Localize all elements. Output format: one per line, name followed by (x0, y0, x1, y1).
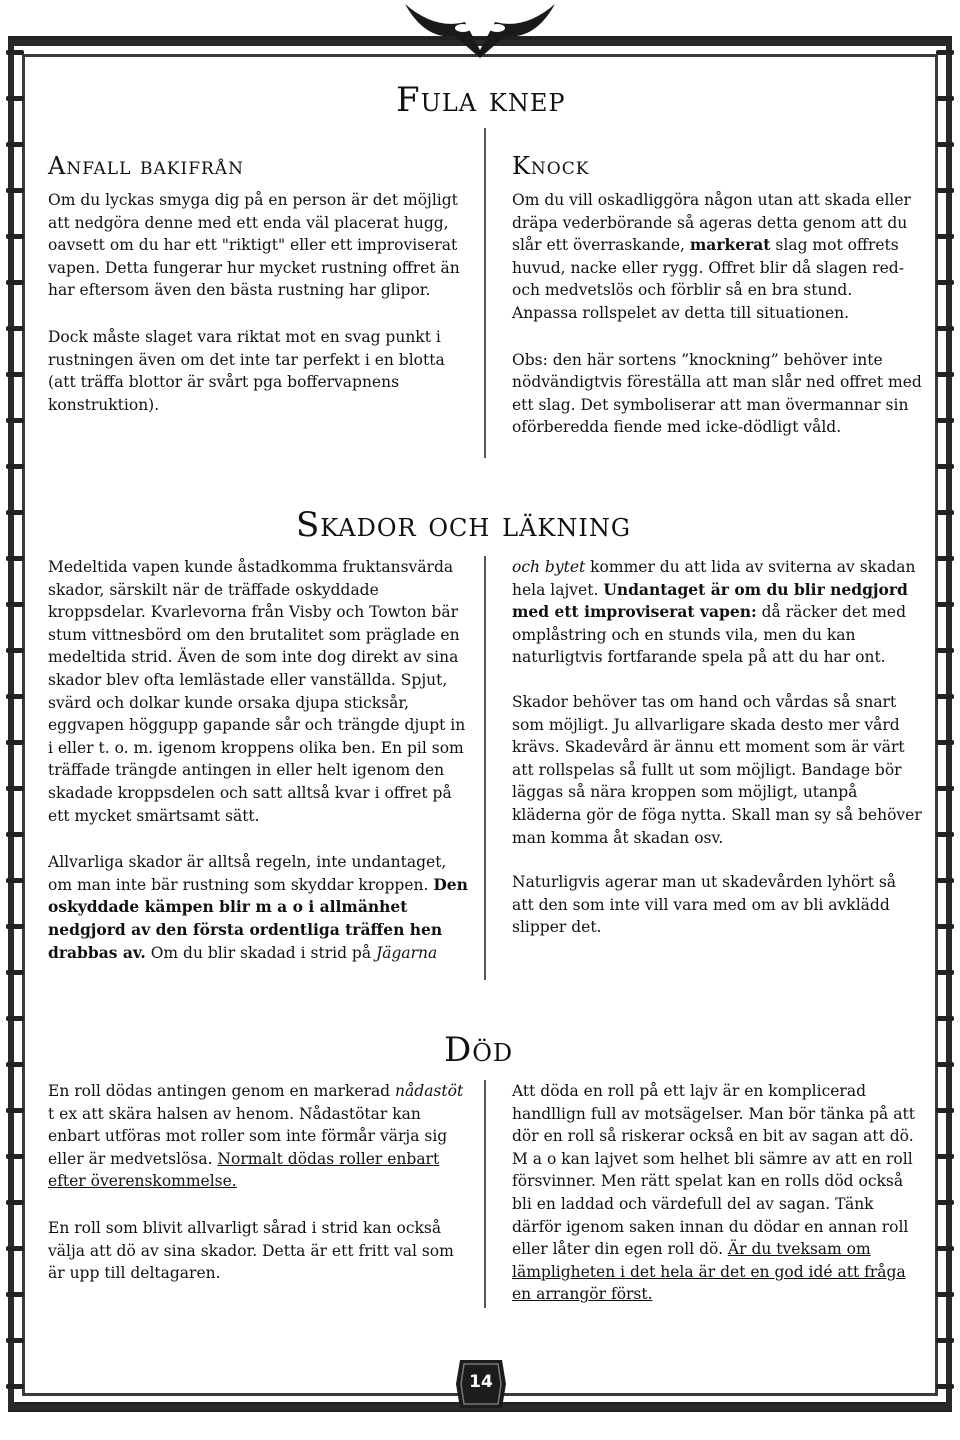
skador-right-p1-italic: och bytet (512, 558, 586, 576)
knock-paragraph-2: Obs: den här sortens ”knockning” behöver inte nödvändigtvis föreställa att man slår ned offret med ett slag. Det symboliserar att man övermannar sin oförberedda fiende med icke-dödligt våld. (512, 350, 922, 437)
frame-rivet (936, 556, 954, 561)
dod-left-p1-underline: Normalt dödas roller enbart efter överenskommelse. (48, 1149, 440, 1191)
frame-rivet (936, 1246, 954, 1251)
frame-rivet (6, 648, 24, 653)
frame-rivet (936, 694, 954, 699)
frame-rivet (6, 786, 24, 791)
frame-rivet (6, 188, 24, 193)
dod-right-p1-underline: Är du tveksam om lämpligheten i det hela är det en god idé att fråga en arrangör först. (512, 1240, 906, 1304)
frame-rivet (6, 142, 24, 147)
frame-rivet (936, 510, 954, 515)
frame-rivet (936, 832, 954, 837)
frame-rivet (936, 648, 954, 653)
dod-left-p1-italic: nådastöt (395, 1082, 464, 1100)
skador-left-text (48, 556, 468, 964)
frame-rivet (936, 1200, 954, 1205)
frame-rivet (6, 234, 24, 239)
dod-left-p1-a: En roll dödas antingen genom en markerad (48, 1082, 396, 1100)
frame-rivet (936, 280, 954, 285)
frame-rivet (6, 1108, 24, 1113)
frame-rivet (936, 418, 954, 423)
frame-rivet (936, 326, 954, 331)
frame-rivet (936, 878, 954, 883)
frame-rivet (936, 464, 954, 469)
frame-rivet (6, 326, 24, 331)
skador-left-p2-b: Om du blir skadad i strid på (145, 943, 377, 962)
skador-left-paragraph-2 (48, 851, 468, 964)
frame-rivet (6, 1016, 24, 1021)
frame-rivet (6, 694, 24, 699)
skador-right-text (512, 556, 922, 939)
frame-rivet (936, 602, 954, 607)
frame-rivet (936, 1108, 954, 1113)
skador-left-p2-italic: Jägarna (376, 943, 438, 962)
skador-right-paragraph-2: Skador behöver tas om hand och vårdas så snart som möjligt. Ju allvarligare skada desto mer vård krävs. Skadevård är ännu ett moment som är värt att rollspelas så fullt ut som möjligt. Bandage bör läggas så nära kroppen som möjligt, utanpå kläderna gör de föga nytta. Skall man sy så behöver man komma åt skadan osv. (512, 692, 922, 847)
frame-rivet (6, 1062, 24, 1067)
knock-p1-bold: markerat (689, 235, 771, 255)
frame-rivet (6, 1246, 24, 1251)
frame-rivet (6, 50, 24, 55)
skador-left-paragraph-1: Medeltida vapen kunde åstadkomma fruktansvärda skador, särskilt när de träffade oskyddade kroppsdelar. Kvarlevorna från Visby och Towton bär stum vittnesbörd om den brutalitet som präglade en medeltida strid. Även de som inte dog direkt av sina skador blev ofta lemlästade eller vanställda. Spjut, svärd och dolkar kunde orsaka djupa sticksår, eggvapen höggupp gapande sår och trängde djupt in i eller t. o. m. igenom kroppens olika ben. En pil som träffade trängde antingen in eller helt igenom den skadade kroppsdelen och satt alltså kvar i offret på ett mycket smärtsamt sätt. (48, 558, 466, 825)
skador-right-p1-b: då räcker det med omplåstring och en stunds vila, men du kan naturligtvis fortfarande spela på att du har ont. (512, 603, 906, 667)
frame-rivet (6, 1154, 24, 1159)
frame-rivet (6, 740, 24, 745)
frame-rivet (6, 1384, 24, 1389)
skador-right-paragraph-1 (512, 556, 922, 669)
section-title-skador: Skador och läkning (296, 505, 632, 545)
frame-rivet (936, 96, 954, 101)
frame-right-rail (934, 40, 956, 1410)
frame-rivet (936, 372, 954, 377)
knock-p1-text-a: Om du vill oskadliggöra någon utan att skada eller dräpa vederbörande så ageras detta genom att du slår ett överraskande, (512, 191, 911, 255)
heading-anfall-bakifran: Anfall bakifrån (48, 152, 244, 180)
knock-p1-text-b: slag mot offrets huvud, nacke eller rygg. Offret blir då slagen red- och medvetslös och förblir så en bra stund. Anpassa rollspelet av detta till situationen. (512, 236, 904, 322)
frame-left-rail (4, 40, 26, 1410)
frame-rivet (6, 280, 24, 285)
frame-rivet (6, 970, 24, 975)
dod-left-text (48, 1080, 468, 1285)
column-divider (484, 1080, 486, 1308)
frame-rivet (936, 1338, 954, 1343)
skador-right-p1-a: kommer du att lida av sviterna av skadan hela lajvet. (512, 558, 916, 599)
column-divider (484, 556, 486, 980)
frame-rivet (6, 556, 24, 561)
frame-rivet (936, 188, 954, 193)
frame-rivet (936, 50, 954, 55)
frame-rivet (936, 786, 954, 791)
frame-rivet (936, 1062, 954, 1067)
frame-rivet (6, 878, 24, 883)
frame-rivet (6, 464, 24, 469)
heading-knock: Knock (512, 152, 590, 180)
knock-text (512, 189, 922, 439)
section-title-fula-knep: Fula knep (396, 80, 566, 120)
dod-left-paragraph-1 (48, 1080, 468, 1193)
frame-rivet (936, 234, 954, 239)
knock-paragraph-1 (512, 189, 922, 325)
anfall-text (48, 189, 468, 416)
skador-right-p1-bold: Undantaget är om du blir nedgjord med ett improviserat vapen: (512, 579, 908, 622)
skador-right-paragraph-3: Naturligvis agerar man ut skadevården lyhört så att den som inte vill vara med om av bli avklädd slipper det. (512, 873, 897, 937)
frame-rivet (936, 1154, 954, 1159)
anfall-paragraph-1: Om du lyckas smyga dig på en person är det möjligt att nedgöra denne med ett enda väl placerat hugg, oavsett om du har ett "riktigt" eller ett improviserat vapen. Detta fungerar hur mycket rustning offret än har eftersom även den bästa rustning har glipor. (48, 191, 460, 300)
frame-rivet (936, 924, 954, 929)
dod-right-text (512, 1080, 922, 1306)
frame-rivet (936, 142, 954, 147)
frame-rivet (6, 372, 24, 377)
frame-rivet (936, 740, 954, 745)
frame-rivet (6, 832, 24, 837)
dod-left-paragraph-2: En roll som blivit allvarligt sårad i strid kan också välja att dö av sina skador. Detta är ett fritt val som är upp till deltagaren. (48, 1218, 454, 1283)
frame-rivet (6, 418, 24, 423)
frame-rivet (936, 1292, 954, 1297)
frame-rivet (6, 924, 24, 929)
column-divider (484, 128, 486, 458)
frame-rivet (6, 1338, 24, 1343)
frame-rivet (6, 510, 24, 515)
frame-rivet (6, 96, 24, 101)
page-number: 14 (469, 1372, 493, 1392)
skador-left-p2-a: Allvarliga skador är alltså regeln, inte undantaget, om man inte bär rustning som skyddar kroppen. (48, 853, 447, 894)
frame-rivet (936, 970, 954, 975)
dod-right-p1-a: Att döda en roll på ett lajv är en komplicerad handllign full av motsägelser. Man bör tänka på att dör en roll så riskerar också en bit av sagan att dö. M a o kan lajvet som helhet bli sämre av att en roll försvinner. Men rätt spelat kan en rolls död också bli en laddad och värdefull del av sagan. Tänk därför igenom saken innan du dödar en annan roll eller låter din egen roll dö. (512, 1082, 915, 1259)
skador-left-p2-bold: Den oskyddade kämpen blir m a o i allmänhet nedgjord av den första ordentliga träffen hen drabbas av. (48, 874, 468, 962)
frame-rivet (936, 1016, 954, 1021)
frame-rivet (6, 1292, 24, 1297)
section-title-dod: Död (444, 1030, 514, 1070)
frame-rivet (936, 1384, 954, 1389)
anfall-paragraph-2: Dock måste slaget vara riktat mot en svag punkt i rustningen även om det inte tar perfekt i en blotta (att träffa blottor är svårt pga boffervapnens konstruktion). (48, 327, 445, 414)
dod-right-paragraph-1 (512, 1080, 922, 1306)
dod-left-p1-b: t ex att skära halsen av henom. Nådastötar kan enbart utföras mot roller som inte förmår värja sig eller är medvetslösa. (48, 1104, 448, 1168)
demon-mask-ornament-icon (395, 0, 565, 60)
frame-rivet (6, 1200, 24, 1205)
frame-rivet (6, 602, 24, 607)
